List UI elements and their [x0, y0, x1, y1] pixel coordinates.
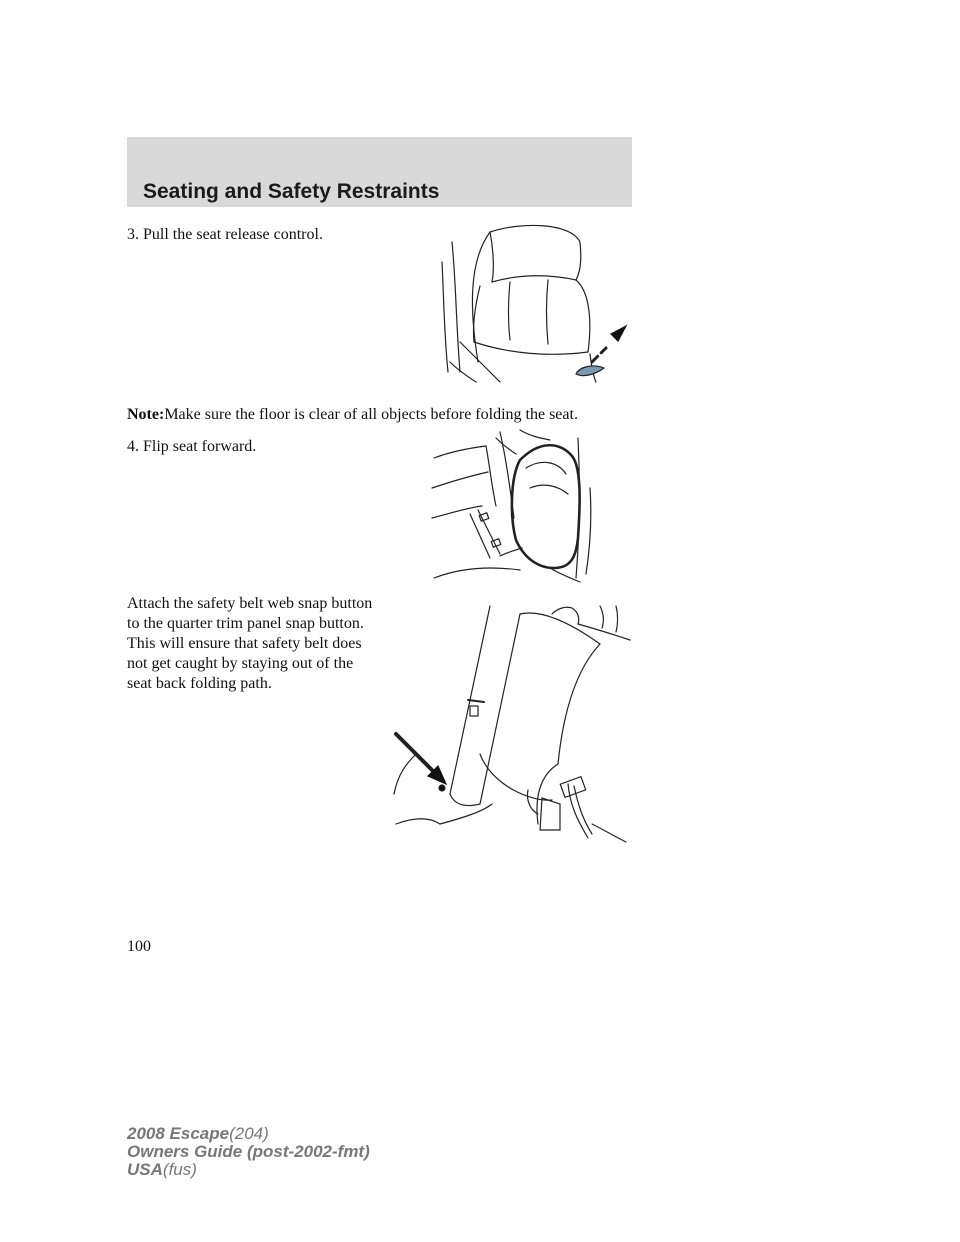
attach-instructions-text: Attach the safety belt web snap button to the quarter trim panel snap button. This will ensure that safety belt does not get caught by staying out of the seat back folding path.: [127, 595, 373, 692]
document-footer: [127, 1125, 370, 1179]
step-4-text: 4. Flip seat forward.: [127, 438, 257, 455]
footer-market-code: (fus): [162, 1160, 197, 1179]
section-title: Seating and Safety Restraints: [143, 180, 440, 203]
note-label: Note:: [127, 406, 165, 423]
seat-release-illustration: [430, 222, 640, 384]
footer-line-3: [127, 1161, 370, 1179]
footer-model: 2008 Escape: [127, 1124, 230, 1143]
note-text: Make sure the floor is clear of all objects before folding the seat.: [164, 406, 578, 423]
footer-model-code: (204): [229, 1124, 269, 1143]
belt-snap-illustration: [392, 604, 632, 844]
note-paragraph: [127, 405, 817, 425]
footer-line-2: Owners Guide (post-2002-fmt): [127, 1142, 370, 1161]
page-number: 100: [127, 938, 151, 955]
footer-market: USA: [127, 1160, 163, 1179]
step-3-text: 3. Pull the seat release control.: [127, 226, 323, 243]
seat-flip-illustration: [430, 428, 600, 586]
footer-line-1: [127, 1125, 370, 1143]
section-header-band: [127, 137, 632, 207]
